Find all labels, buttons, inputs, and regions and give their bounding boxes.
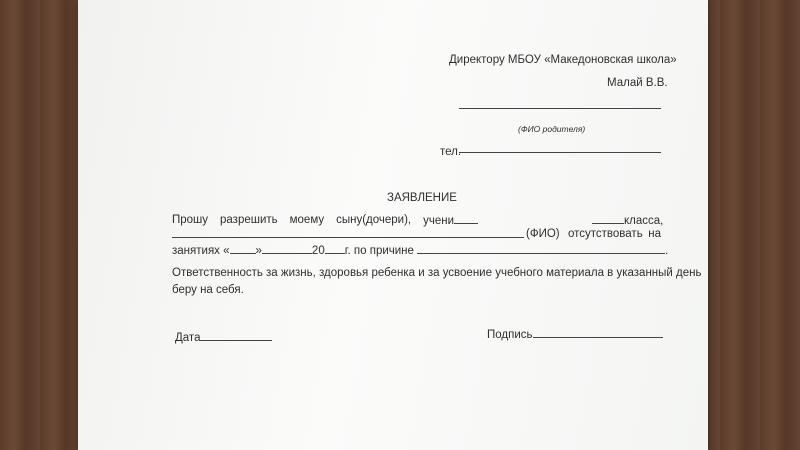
- word-otsutstvovat: отсутствовать: [568, 228, 643, 240]
- class-blank[interactable]: [592, 213, 624, 224]
- parent-name-caption: (ФИО родителя): [518, 124, 586, 134]
- year-blank[interactable]: [325, 243, 345, 254]
- pupil-ending-blank[interactable]: [454, 213, 478, 224]
- word-moemu: моему: [289, 214, 325, 226]
- date-reason-line: занятиях « » 20 г. по причине .: [172, 245, 669, 257]
- parent-name-field-line[interactable]: [459, 108, 661, 109]
- date-field: Дата: [175, 330, 272, 345]
- signature-field: Подпись: [487, 327, 663, 342]
- day-blank[interactable]: [230, 243, 256, 254]
- word-synu: сыну(дочери),: [336, 214, 412, 226]
- absence-words: [568, 227, 661, 241]
- responsibility-line-2: беру на себя.: [172, 284, 244, 296]
- request-line-1: [172, 213, 478, 228]
- reason-blank[interactable]: [417, 243, 665, 254]
- class-field: класса,: [592, 213, 663, 228]
- fio-caption: (ФИО): [526, 228, 560, 240]
- signature-blank[interactable]: [533, 327, 663, 338]
- child-fio-field-line[interactable]: [172, 237, 524, 238]
- director-name: Малай В.В.: [607, 77, 668, 89]
- word-ucheni: учени: [423, 213, 478, 228]
- application-form-sheet: [78, 0, 708, 450]
- document-title: ЗАЯВЛЕНИЕ: [387, 192, 457, 204]
- date-blank[interactable]: [200, 330, 272, 341]
- phone-label: тел.: [440, 146, 462, 158]
- addressee-line: Директору МБОУ «Македоновская школа»: [449, 54, 677, 66]
- word-razreshit: разрешить: [220, 214, 278, 226]
- word-na: на: [648, 228, 661, 240]
- word-proshu: Прошу: [172, 214, 209, 226]
- responsibility-line-1: Ответственность за жизнь, здоровья ребенка и за усвоение учебного материала в указанный день: [172, 267, 702, 279]
- month-blank[interactable]: [262, 243, 312, 254]
- phone-field-line[interactable]: [459, 152, 661, 153]
